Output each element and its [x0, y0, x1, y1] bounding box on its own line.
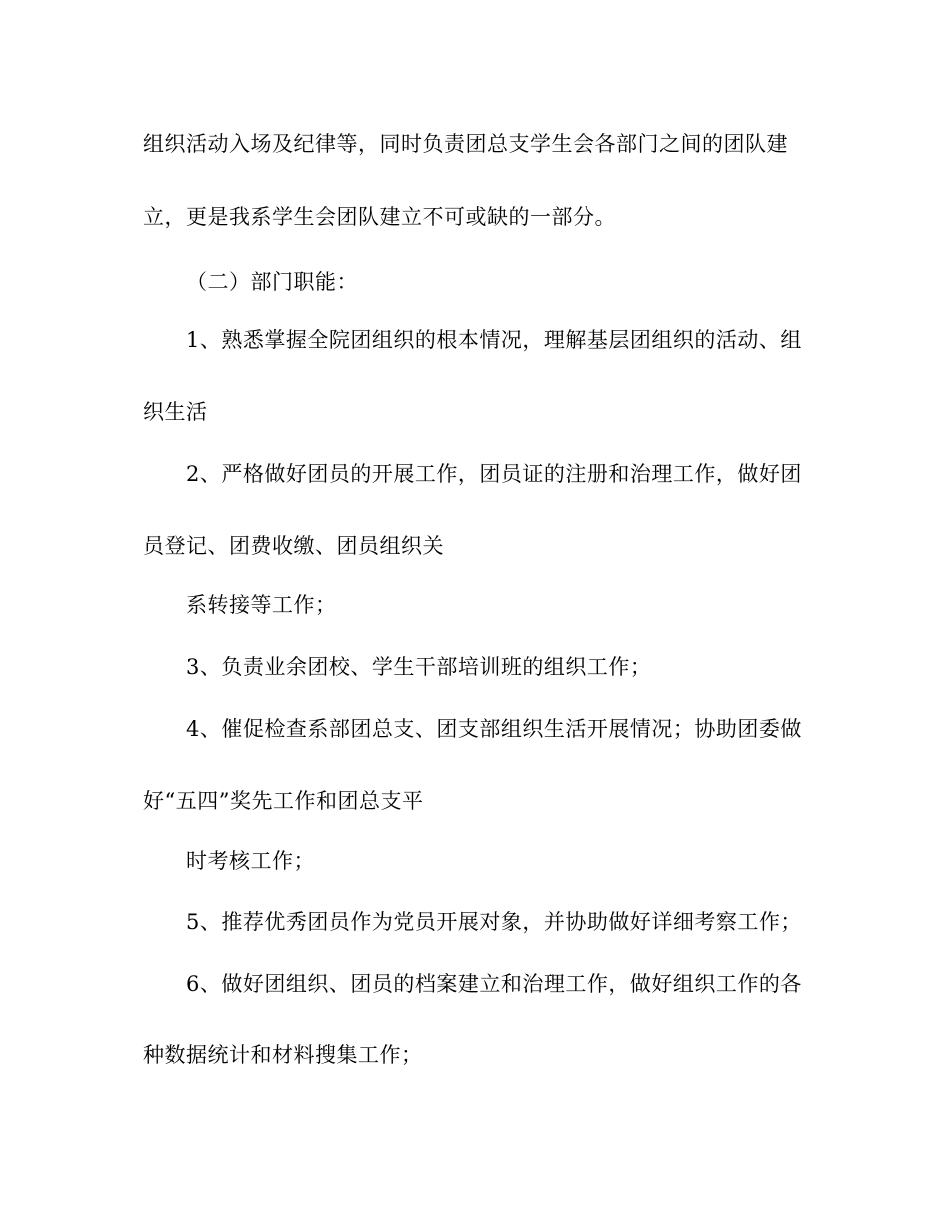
list-item: 6、做好团组织、团员的档案建立和治理工作，做好组织工作的各	[186, 972, 802, 996]
text-line: 系转接等工作；	[186, 593, 337, 617]
list-item: 1、熟悉掌握全院团组织的根本情况，理解基层团组织的活动、组	[186, 328, 802, 352]
text-line: 种数据统计和材料搜集工作；	[143, 1043, 423, 1067]
list-item: 5、推荐优秀团员作为党员开展对象，并协助做好详细考察工作；	[186, 910, 802, 934]
text-line: 时考核工作；	[186, 849, 315, 873]
text-line: 织生活	[143, 400, 208, 424]
text-line: 组织活动入场及纪律等，同时负责团总支学生会各部门之间的团队建	[143, 132, 788, 156]
text-line: 员登记、团费收缴、团员组织关	[143, 534, 444, 558]
section-heading: （二）部门职能：	[186, 270, 358, 294]
text-line: 立，更是我系学生会团队建立不可或缺的一部分。	[143, 205, 616, 229]
list-item: 3、负责业余团校、学生干部培训班的组织工作；	[186, 655, 652, 679]
list-item: 2、严格做好团员的开展工作，团员证的注册和治理工作，做好团	[186, 462, 802, 486]
list-item: 4、催促检查系部团总支、团支部组织生活开展情况；协助团委做	[186, 717, 802, 741]
text-line: 好“五四”奖先工作和团总支平	[143, 789, 424, 813]
